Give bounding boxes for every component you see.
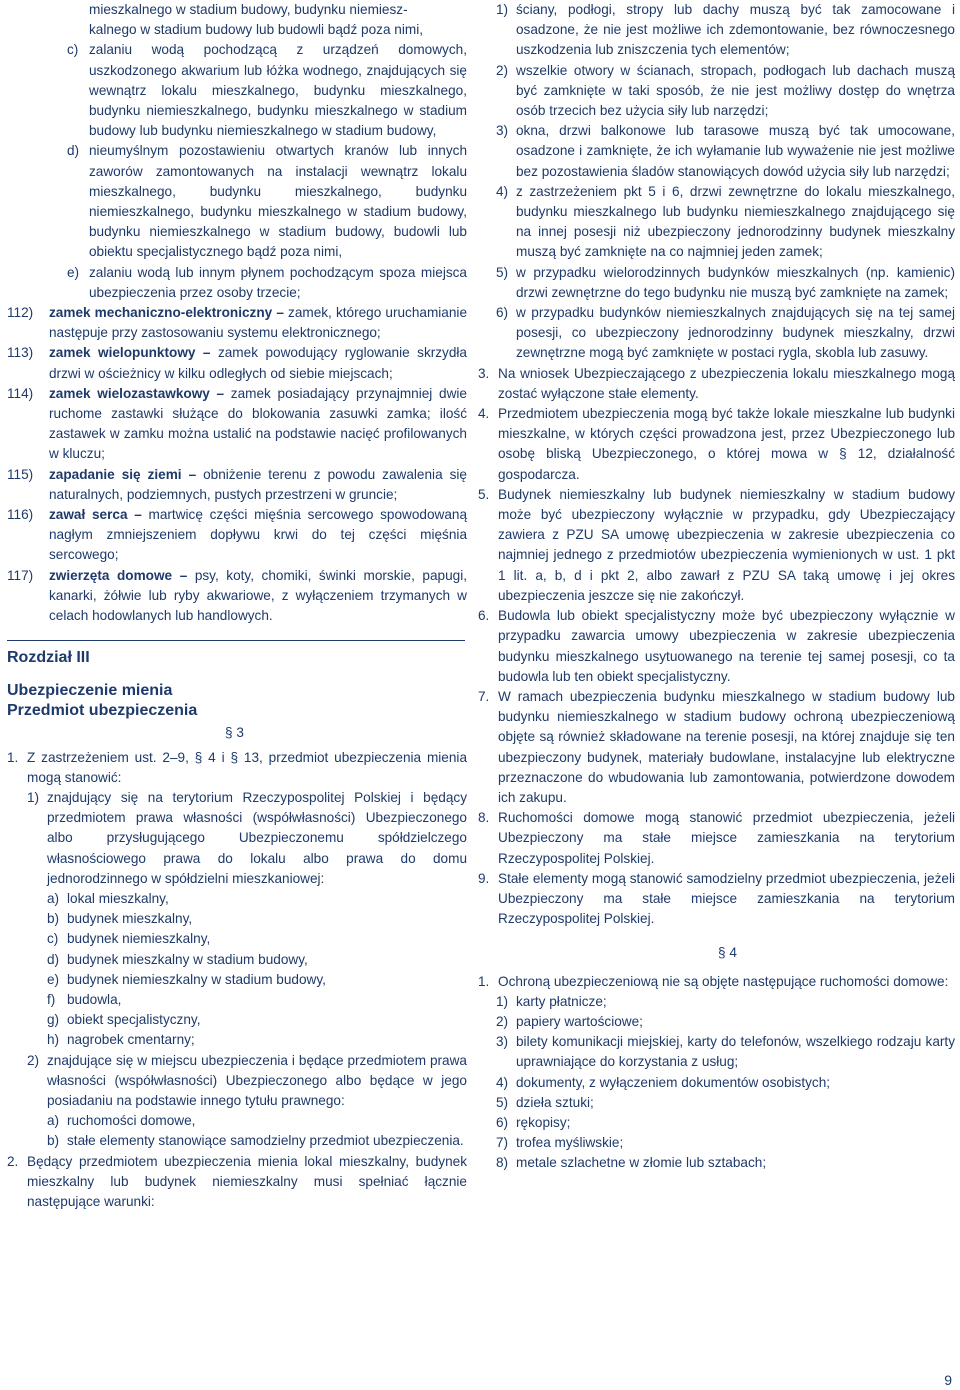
item-text: znajdujące się w miejscu ubezpieczenia i będące przedmiotem prawa własności (współwłasności) Ubezpieczonego albo będące w jego posiadaniu na podstawie innego tytułu prawnego: <box>47 1052 467 1108</box>
definition <box>7 505 467 566</box>
item-text: dzieła sztuki; <box>516 1094 594 1110</box>
dash: – <box>134 507 142 523</box>
item-label: 3) <box>496 1034 509 1050</box>
dash: – <box>216 385 225 401</box>
list-item <box>7 1010 467 1030</box>
item-label: 6) <box>496 1114 509 1130</box>
right-column <box>478 0 955 1174</box>
item-text: dokumenty, z wyłączeniem dokumentów osobistych; <box>516 1074 831 1090</box>
list-item <box>7 990 467 1010</box>
list-item <box>7 788 467 889</box>
item-text: w przypadku wielorodzinnych budynków mieszkalnych (np. kamienic) drzwi zewnętrzne do tego budynku nie muszą być zamknięte na zamek; <box>516 264 955 300</box>
paragraph <box>7 1152 467 1213</box>
definition-term: zamek wielozastawkowy <box>49 385 210 401</box>
paragraph-mark: § 4 <box>718 945 737 961</box>
definition <box>7 566 467 627</box>
definition <box>7 303 467 343</box>
item-text: znajdujący się na terytorium Rzeczypospolitej Polskiej i będący przedmiotem prawa własności (współwłasności) Ubezpieczonego albo przysługującego Ubezpieczonemu spółdzielczego własnościowego prawa do lokalu albo prawa do domu jednorodzinnego w spółdzielni mieszkaniowej: <box>47 789 467 886</box>
item-label: b) <box>47 1133 60 1149</box>
list-item <box>496 0 955 61</box>
item-text: budowla, <box>67 991 122 1007</box>
paragraph-text: Ruchomości domowe mogą stanowić przedmiot ubezpieczenia, jeżeli Ubezpieczony ma stałe miejsce zamieszkania na terytorium Rzeczypospolitej Polskiej. <box>498 810 955 866</box>
list-item <box>7 1111 467 1131</box>
item-label: 2) <box>27 1052 40 1068</box>
definition-text: martwicę części mięśnia sercowego spowodowaną nagłym zmniejszeniem dopływu krwi do tej części mięśnia sercowego; <box>49 507 468 563</box>
definition-number: 115) <box>7 466 34 482</box>
item-label: 1) <box>27 789 40 805</box>
paragraph-number: 1. <box>7 749 19 765</box>
list-item <box>7 929 467 949</box>
list-item <box>496 1113 955 1133</box>
paragraph-text: Będący przedmiotem ubezpieczenia mienia lokal mieszkalny, budynek mieszkalny lub budynek niemieszkalny musi spełniać łącznie następujące warunki: <box>27 1153 467 1209</box>
item-label: 6) <box>496 305 509 321</box>
item-label: a) <box>47 1113 60 1129</box>
paragraph <box>7 748 467 788</box>
definition-number: 117) <box>7 567 34 583</box>
item-text: ruchomości domowe, <box>67 1113 196 1129</box>
definition-text: zamek powodujący ryglowanie skrzydła drzwi w ościeżnicy w kilku odległych od siebie miejscach; <box>49 345 467 381</box>
item-text: budynek niemieszkalny w stadium budowy, <box>67 971 326 987</box>
dash: – <box>188 466 197 482</box>
item-label: a) <box>47 890 60 906</box>
left-column <box>7 0 467 1212</box>
definition-term: zamek wielopunktowy <box>49 345 196 361</box>
list-item <box>7 141 467 262</box>
definition-term: zwierzęta domowe <box>49 567 173 583</box>
continued-text <box>7 0 467 40</box>
paragraph-number: 5. <box>478 486 490 502</box>
paragraph <box>478 364 955 404</box>
dash: – <box>276 305 284 321</box>
list-item <box>7 889 467 909</box>
item-label: 2) <box>496 1013 509 1029</box>
item-label: 5) <box>496 264 509 280</box>
paragraph-mark: § 3 <box>225 725 244 741</box>
paragraph-number: 4. <box>478 406 490 422</box>
item-label: g) <box>47 1012 60 1028</box>
item-text: obiekt specjalistyczny, <box>67 1012 201 1028</box>
chapter-heading: Rozdział III <box>7 649 90 667</box>
definition-text: zamek, którego uruchamianie następuje przy zastosowaniu systemu elektronicznego; <box>49 305 468 341</box>
item-text: okna, drzwi balkonowe lub tarasowe muszą być tak umocowane, osadzone i zamknięte, że ich wyłamanie lub wyważenie nie jest możliwe bez pozostawienia śladów stanowiących dowód użycia siły lub narzędzi; <box>516 123 955 179</box>
paragraph-number: 2. <box>7 1153 19 1169</box>
item-text: bilety komunikacji miejskiej, karty do telefonów, wszelkiego rodzaju karty uprawniające do korzystania z usług; <box>516 1034 955 1070</box>
item-text: rękopisy; <box>516 1114 571 1130</box>
list-item <box>7 1131 467 1151</box>
list-item <box>7 1051 467 1112</box>
definition <box>7 465 467 505</box>
definition-term: zapadanie się ziemi <box>49 466 182 482</box>
paragraph-text: W ramach ubezpieczenia budynku mieszkalnego w stadium budowy lub budynku niemieszkalnego w stadium budowy ochroną ubezpieczeniową objęte są również składowane na terenie posesji, na której znajduje się ten ubezpieczony budynek, materiały budowlane, instalacyjne lub elektryczne przeznaczone do wbudowania lub zamontowania, potwierdzone dowodem ich zakupu. <box>498 688 955 805</box>
list-item <box>496 1073 955 1093</box>
page-number: 9 <box>944 1372 952 1388</box>
item-label: 1) <box>496 993 509 1009</box>
paragraph-text: Na wniosek Ubezpieczającego z ubezpieczenia lokalu mieszkalnego mogą zostać wyłączone stałe elementy. <box>498 365 955 401</box>
item-label: 4) <box>496 1074 509 1090</box>
definition-number: 114) <box>7 385 34 401</box>
dash: – <box>179 567 188 583</box>
item-label: b) <box>47 911 60 927</box>
paragraph-number: 8. <box>478 810 490 826</box>
paragraph-text: Budowla lub obiekt specjalistyczny może być ubezpieczony wyłącznie w przypadku zawarcia umowy ubezpieczenia w zakresie ubezpieczenia budynku mieszkalnego usytuowanego na terenie tej samej posesji, co ta budowla lub ten obiekt specjalistyczny. <box>498 608 955 684</box>
paragraph-number: 7. <box>478 688 490 704</box>
item-text: trofea myśliwskie; <box>516 1135 624 1151</box>
item-label: 7) <box>496 1135 509 1151</box>
paragraph <box>478 869 955 930</box>
item-text: w przypadku budynków niemieszkalnych znajdujących się na tej samej posesji, co ubezpieczony jednorodzinny budynek mieszkalny, drzwi zewnętrzne mogą być zamknięte w postaci rygla, skobla lub zasuwy. <box>516 305 955 361</box>
definition-text: obniżenie terenu z powodu zawalenia się naturalnych, podziemnych, pustych przestrzeni w gruncie; <box>49 466 467 502</box>
list-item <box>7 909 467 929</box>
paragraph-number: 1. <box>478 973 490 989</box>
paragraph-number: 9. <box>478 870 490 886</box>
definition-term: zamek mechaniczno-elektroniczny <box>49 305 273 321</box>
paragraph <box>478 606 955 687</box>
item-label: 1) <box>496 2 509 17</box>
section-divider <box>7 640 465 641</box>
item-label: 4) <box>496 183 509 199</box>
definition <box>7 384 467 465</box>
item-label: c) <box>67 42 79 58</box>
item-text: stałe elementy stanowiące samodzielny przedmiot ubezpieczenia. <box>67 1133 464 1149</box>
item-text: wszelkie otwory w ścianach, stropach, podłogach lub dachach muszą być zamknięte w taki sposób, że nie jest możliwy dostęp do wnętrza osób trzecich bez użycia siły lub narzędzi; <box>516 62 955 119</box>
dash: – <box>202 345 211 361</box>
list-item <box>496 303 955 364</box>
list-item <box>7 40 467 141</box>
item-text: papiery wartościowe; <box>516 1013 643 1029</box>
item-label: h) <box>47 1032 60 1048</box>
paragraph-text: Ochroną ubezpieczeniową nie są objęte następujące ruchomości domowe: <box>498 973 949 989</box>
definition-number: 116) <box>7 507 34 523</box>
list-item <box>496 1133 955 1153</box>
definition <box>7 343 467 383</box>
definition-text: psy, koty, chomiki, świnki morskie, papugi, kanarki, żółwie lub ryby akwariowe, z wyłączeniem trzymanych w celach hodowlanych lub handlowych. <box>49 567 467 624</box>
item-label: 5) <box>496 1094 509 1110</box>
item-label: d) <box>47 951 60 967</box>
list-item <box>496 263 955 303</box>
list-item <box>7 950 467 970</box>
paragraph <box>478 485 955 606</box>
definition-number: 113) <box>7 345 34 361</box>
paragraph-text: Budynek niemieszkalny lub budynek niemieszkalny w stadium budowy może być ubezpieczony wyłącznie w przypadku, gdy Ubezpieczający zawiera z PZU SA umowę ubezpieczenia w zakresie ubezpieczenia co najmniej jednego z przedmiotów ubezpieczenia wymienionych w ust. 1 pkt 1 lit. a, b, d i pkt 2, albo zawarł z PZU SA taką umowę i jej okres ubezpieczenia jeszcze się nie zakończył. <box>498 486 955 603</box>
definition-number: 112) <box>7 305 34 321</box>
list-item <box>496 1093 955 1113</box>
paragraph-number: 3. <box>478 365 490 381</box>
list-item <box>496 1153 955 1173</box>
paragraph <box>478 687 955 808</box>
item-text: budynek niemieszkalny, <box>67 931 211 947</box>
item-text: metale szlachetne w złomie lub sztabach; <box>516 1155 767 1171</box>
item-text: karty płatnicze; <box>516 993 607 1009</box>
list-item <box>496 61 955 122</box>
paragraph <box>478 972 955 992</box>
list-item <box>496 992 955 1012</box>
paragraph <box>478 404 955 485</box>
paragraph <box>478 808 955 869</box>
item-label: e) <box>67 264 80 280</box>
item-label: f) <box>47 991 56 1007</box>
item-label: c) <box>47 931 59 947</box>
continued-line: mieszkalnego w stadium budowy, budynku niemiesz- <box>89 2 408 17</box>
paragraph-number: 6. <box>478 608 490 624</box>
paragraph-text: Przedmiotem ubezpieczenia mogą być także lokale mieszkalne lub budynki mieszkalne, w których części prowadzona jest, przez Ubezpieczonego lub osobę bliską Ubezpieczonego, o której mowa w § 12, działalność gospodarcza. <box>498 406 955 482</box>
paragraph-text: Z zastrzeżeniem ust. 2–9, § 4 i § 13, przedmiot ubezpieczenia mienia mogą stanowić: <box>27 749 467 785</box>
continued-line: kalnego w stadium budowy lub budowli bądź poza nimi, <box>89 22 423 38</box>
item-text: zalaniu wodą lub innym płynem pochodzącym spoza miejsca ubezpieczenia przez osoby trzecie; <box>89 264 467 300</box>
paragraph-text: Stałe elementy mogą stanowić samodzielny przedmiot ubezpieczenia, jeżeli Ubezpieczony ma stałe miejsce zamieszkania na terytorium Rzeczypospolitej Polskiej. <box>498 870 955 927</box>
item-text: z zastrzeżeniem pkt 5 i 6, drzwi zewnętrzne do lokalu mieszkalnego, budynku mieszkalnego lub budynku niemieszkalnego znajdującego się na innej posesji niż ubezpieczony jednorodzinny budynek mieszkalny muszą być zamknięte na co najmniej jeden zamek; <box>516 183 955 260</box>
item-text: nieumyślnym pozostawieniu otwartych kranów lub innych zaworów zamontowanych na instalacji wewnątrz lokalu mieszkalnego, budynku mieszkalnego, budynku niemieszkalnego, budynku mieszkalnego w stadium budowy, budynku niemieszkalnego w stadium budowy, budowli lub obiektu specjalistycznego bądź poza nimi, <box>89 143 467 260</box>
item-text: budynek mieszkalny w stadium budowy, <box>67 951 308 967</box>
item-label: 3) <box>496 123 509 139</box>
list-item <box>7 1030 467 1050</box>
list-item <box>496 182 955 263</box>
item-label: e) <box>47 971 60 987</box>
chapter-subtitle: Przedmiot ubezpieczenia <box>7 702 198 720</box>
item-text: ściany, podłogi, stropy lub dachy muszą być tak zamocowane i osadzone, że nie jest możliwe ich zdemontowanie, bez równoczesnego uszkodzenia lub zniszczenia tych elementów; <box>516 2 955 58</box>
item-text: nagrobek cmentarny; <box>67 1032 195 1048</box>
list-item <box>7 263 467 303</box>
item-label: 8) <box>496 1155 509 1171</box>
list-item <box>496 121 955 182</box>
definition-term: zawał serca <box>49 507 128 523</box>
list-item <box>496 1012 955 1032</box>
item-text: lokal mieszkalny, <box>67 890 169 906</box>
item-label: 2) <box>496 62 509 78</box>
item-text: budynek mieszkalny, <box>67 911 193 927</box>
list-item <box>7 970 467 990</box>
item-text: zalaniu wodą pochodzącą z urządzeń domowych, uszkodzonego akwarium lub łóżka wodnego, znajdujących się wewnątrz lokalu mieszkalnego, budynku mieszkalnego, budynku niemieszkalnego, budynku mieszkalnego w stadium budowy lub budynku niemieszkalnego w stadium budowy, <box>89 42 467 139</box>
definition-text: zamek posiadający przynajmniej dwie ruchome zastawki służące do blokowania zasuwki zamka; ilość zastawek w zamku można ustalić na podstawie nacięć profilowanych w kluczu; <box>49 385 467 462</box>
list-item <box>496 1032 955 1072</box>
item-label: d) <box>67 143 80 159</box>
chapter-title: Ubezpieczenie mienia <box>7 682 173 700</box>
